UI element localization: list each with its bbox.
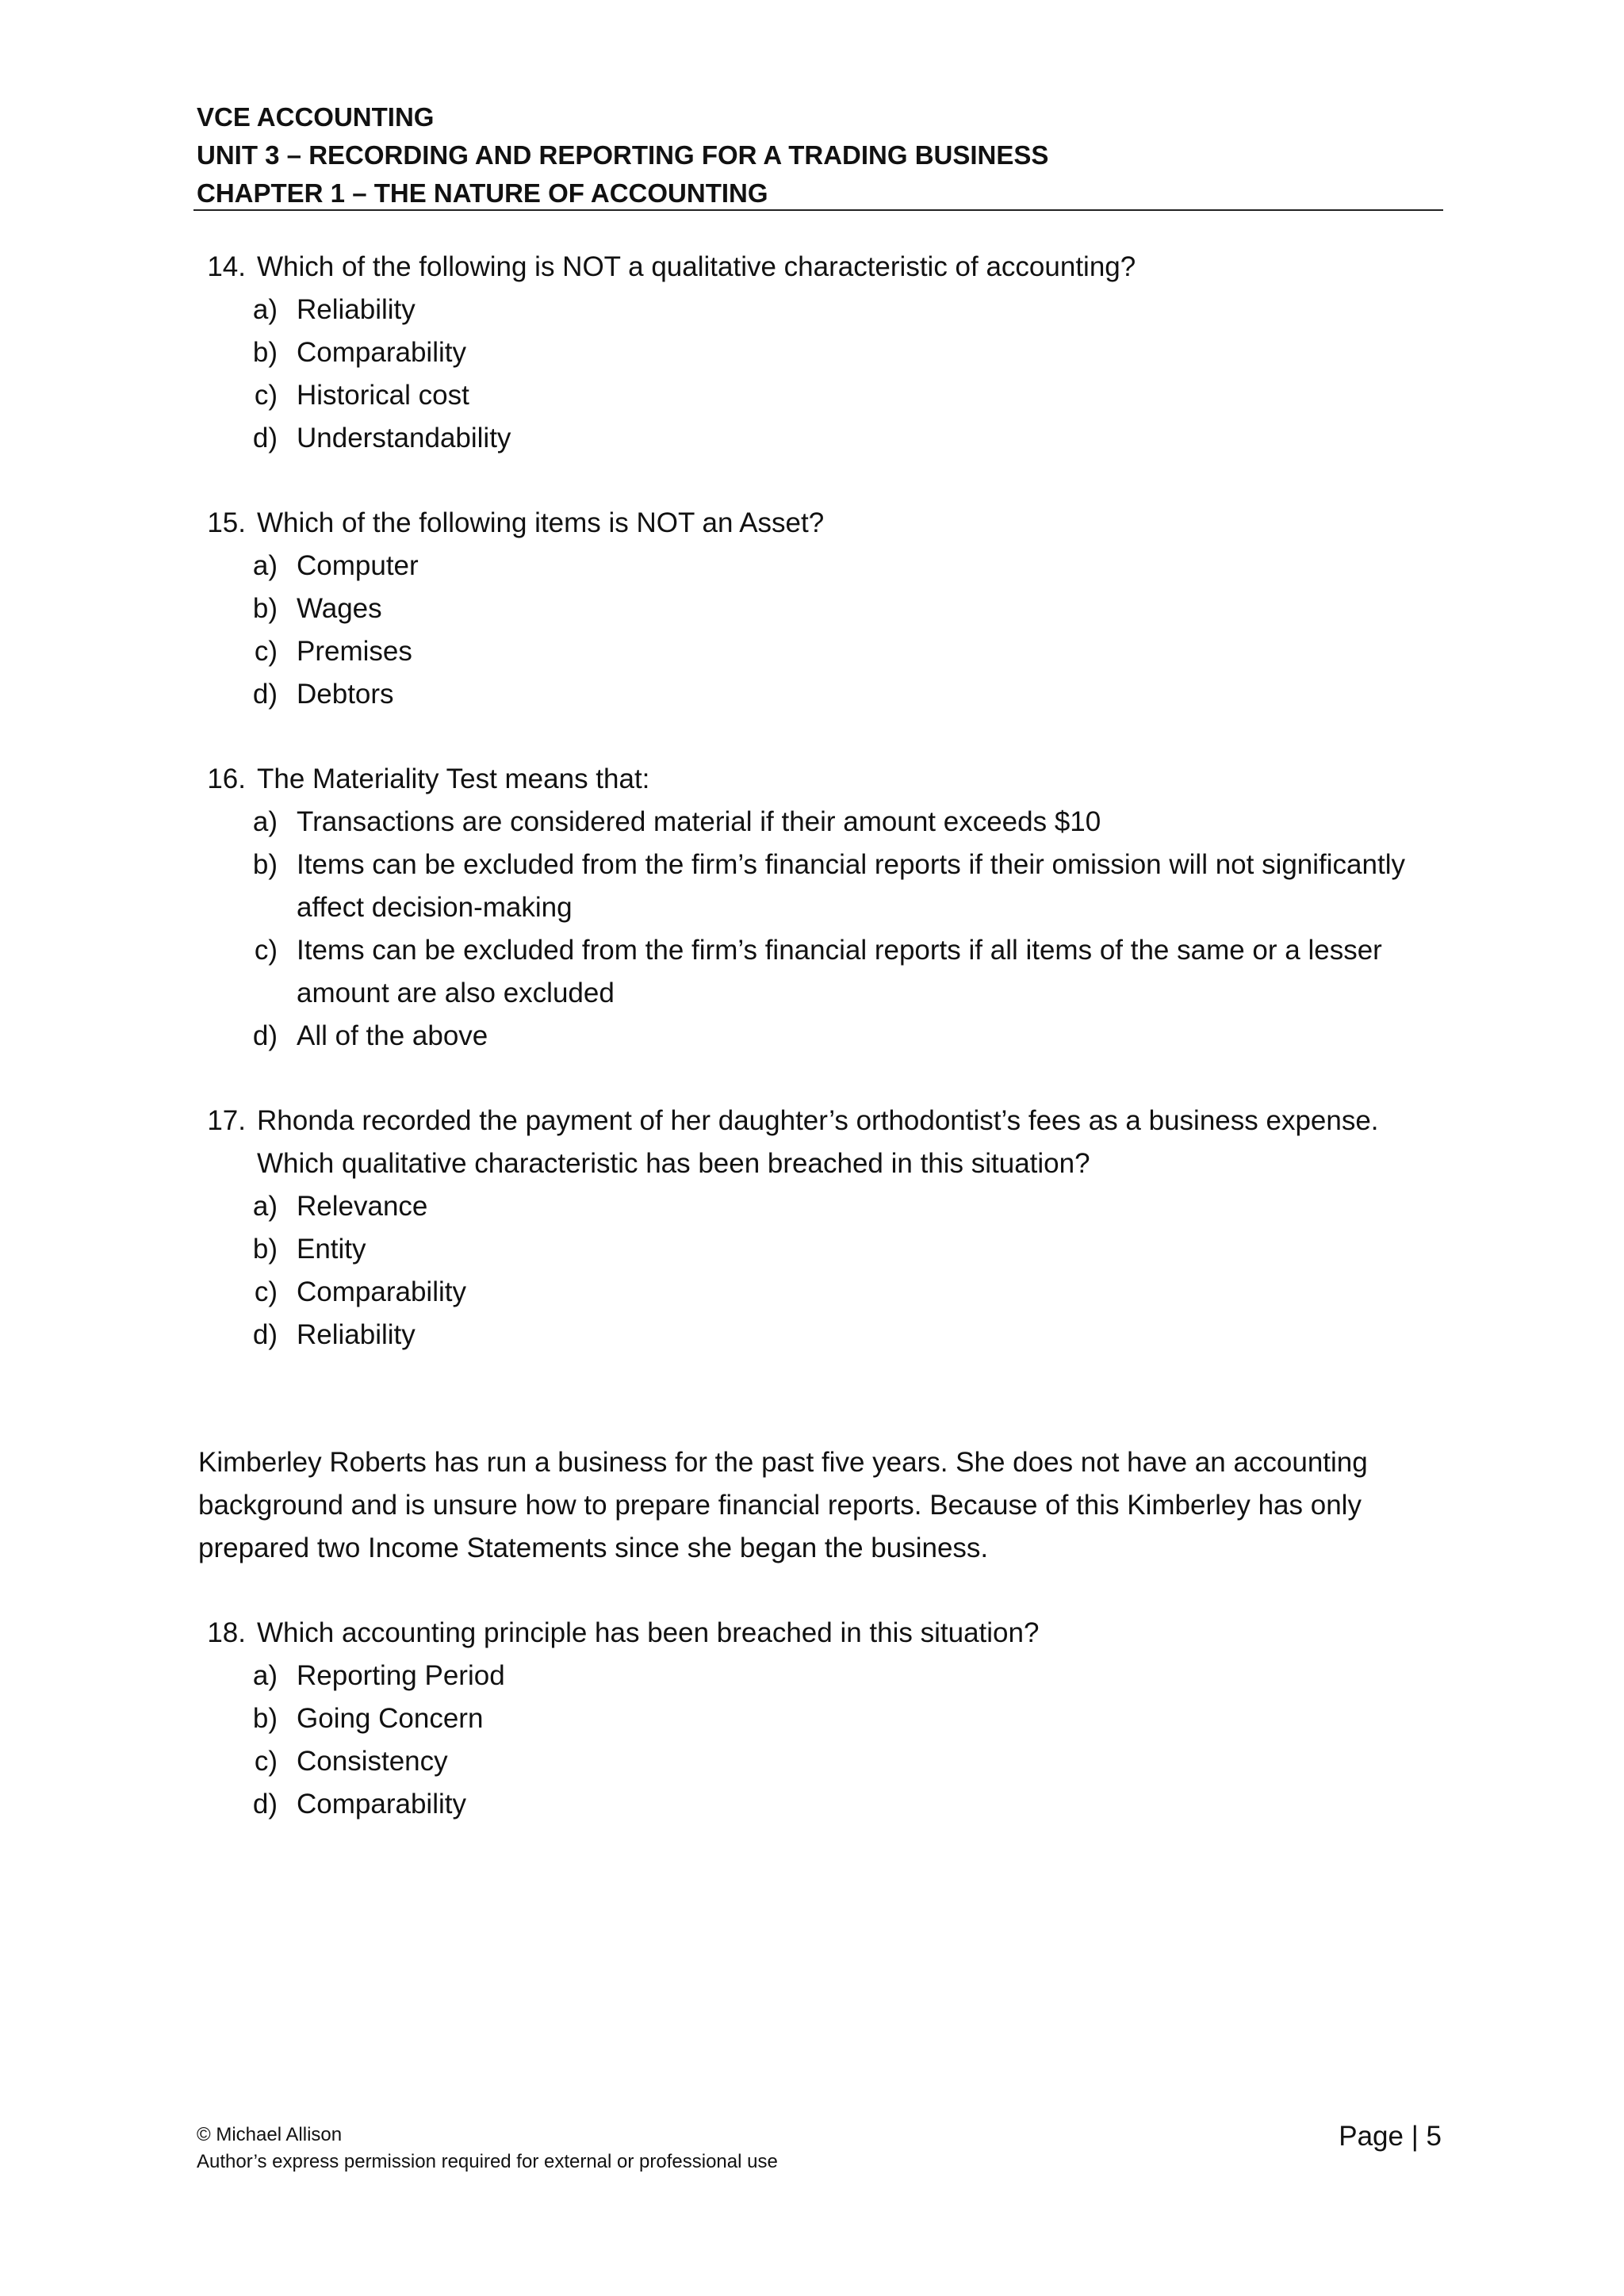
option-a: [198, 1655, 1435, 1697]
question-16: [198, 758, 1435, 1058]
option-b: [198, 1228, 1435, 1271]
option-d: [198, 1783, 1435, 1826]
option-letter: c): [254, 935, 278, 966]
option-letter: d): [252, 1020, 278, 1051]
option-text: Understandability: [297, 423, 511, 453]
option-a: [198, 1185, 1435, 1228]
option-c: [198, 1740, 1435, 1783]
option-letter: a): [252, 1660, 278, 1691]
option-text: Relevance: [297, 1191, 428, 1222]
option-letter: b): [252, 593, 278, 624]
answer-options: [198, 1185, 1435, 1357]
header-unit: UNIT 3 – RECORDING AND REPORTING FOR A TRADING BUSINESS: [197, 140, 1049, 170]
option-text: Historical cost: [297, 380, 469, 411]
option-text: Consistency: [297, 1746, 448, 1777]
option-text: Entity: [297, 1234, 366, 1265]
option-letter: a): [252, 1191, 278, 1222]
option-letter: a): [252, 806, 278, 837]
option-letter: c): [254, 380, 278, 411]
answer-options: [198, 801, 1435, 1058]
option-text: Reporting Period: [297, 1660, 505, 1691]
answer-options: [198, 1655, 1435, 1826]
option-text: Transactions are considered material if their amount exceeds $10: [297, 806, 1101, 837]
option-a: [198, 801, 1435, 844]
header-subject: VCE ACCOUNTING: [197, 102, 435, 132]
question-number: 14.: [207, 251, 246, 282]
option-letter: a): [252, 550, 278, 581]
option-letter: d): [252, 423, 278, 453]
option-text: Items can be excluded from the firm’s financial reports if all items of the same or a lesser amount are also excluded: [297, 935, 1382, 1008]
page-content: [198, 246, 1435, 1826]
question-text: The Materiality Test means that:: [257, 763, 650, 794]
question-14: [198, 246, 1435, 460]
question-text: Which of the following items is NOT an Asset?: [257, 507, 825, 538]
option-letter: a): [252, 294, 278, 325]
option-text: Premises: [297, 636, 412, 667]
option-text: Comparability: [297, 1276, 466, 1307]
option-letter: c): [254, 1276, 278, 1307]
option-letter: b): [252, 849, 278, 880]
question-text: Which of the following is NOT a qualitative characteristic of accounting?: [257, 251, 1136, 282]
option-text: Wages: [297, 593, 382, 624]
header-chapter: CHAPTER 1 – THE NATURE OF ACCOUNTING: [197, 178, 768, 208]
option-letter: d): [252, 679, 278, 710]
option-b: [198, 1697, 1435, 1740]
option-d: [198, 1015, 1435, 1058]
option-text: Reliability: [297, 294, 416, 325]
option-letter: b): [252, 337, 278, 368]
option-letter: b): [252, 1234, 278, 1265]
question-17: [198, 1100, 1435, 1357]
question-text: Rhonda recorded the payment of her daughter’s orthodontist’s fees as a business expense. Which qualitative characteristic has been breached in this situation?: [257, 1105, 1379, 1179]
page-number: Page | 5: [1339, 2121, 1442, 2152]
option-text: Computer: [297, 550, 419, 581]
question-number: 15.: [207, 507, 246, 538]
option-letter: d): [252, 1789, 278, 1820]
page-header: [197, 98, 1443, 212]
question-18: [198, 1612, 1435, 1826]
option-c: [198, 929, 1435, 1015]
option-b: [198, 331, 1435, 374]
option-a: [198, 545, 1435, 587]
answer-options: [198, 545, 1435, 716]
question-number: 18.: [207, 1617, 246, 1648]
option-letter: c): [254, 1746, 278, 1777]
option-b: [198, 587, 1435, 630]
option-text: Debtors: [297, 679, 394, 710]
scenario-paragraph: Kimberley Roberts has run a business for the past five years. She does not have an accounting background and is unsure how to prepare financial reports. Because of this Kimberley has only prepared two Income Statements since she began the business.: [198, 1447, 1368, 1563]
option-text: Items can be excluded from the firm’s financial reports if their omission will not significantly affect decision-making: [297, 849, 1405, 923]
question-text: Which accounting principle has been breached in this situation?: [257, 1617, 1040, 1648]
copyright-notice: © Michael Allison: [197, 2124, 343, 2145]
answer-options: [198, 289, 1435, 460]
option-c: [198, 374, 1435, 417]
option-text: All of the above: [297, 1020, 488, 1051]
option-d: [198, 417, 1435, 460]
question-number: 17.: [207, 1105, 246, 1136]
option-c: [198, 1271, 1435, 1314]
question-number: 16.: [207, 763, 246, 794]
option-letter: b): [252, 1703, 278, 1734]
permission-notice: Author’s express permission required for external or professional use: [197, 2151, 778, 2172]
option-letter: c): [254, 636, 278, 667]
option-letter: d): [252, 1319, 278, 1350]
option-text: Comparability: [297, 1789, 466, 1820]
page-footer: [197, 2122, 778, 2175]
option-text: Reliability: [297, 1319, 416, 1350]
header-divider: [193, 209, 1443, 211]
option-d: [198, 1314, 1435, 1357]
option-text: Comparability: [297, 337, 466, 368]
option-a: [198, 289, 1435, 331]
question-15: [198, 502, 1435, 716]
option-d: [198, 673, 1435, 716]
option-c: [198, 630, 1435, 673]
option-b: [198, 844, 1435, 929]
option-text: Going Concern: [297, 1703, 484, 1734]
